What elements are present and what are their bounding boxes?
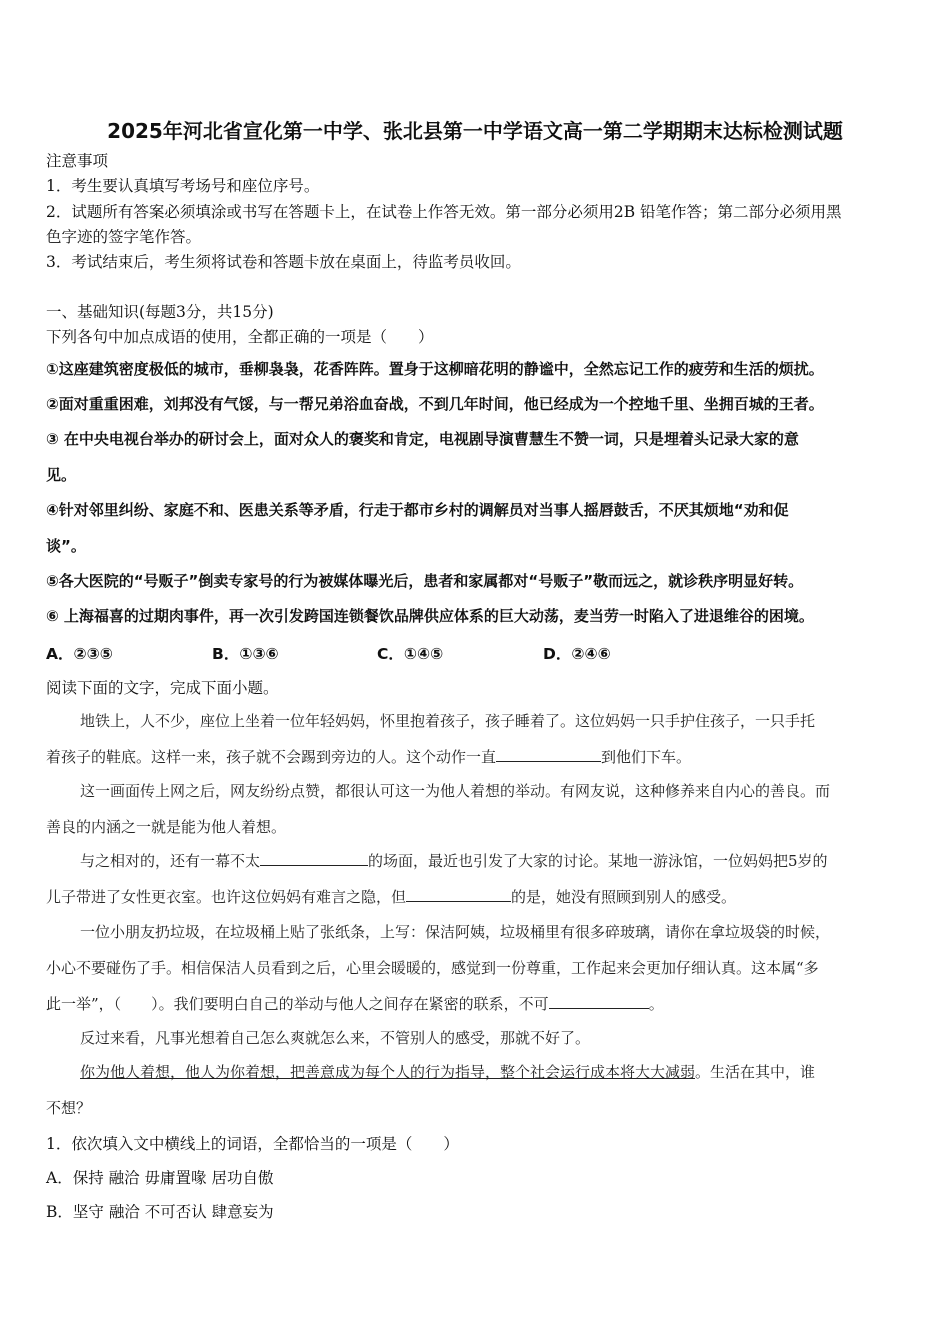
notice-item-2a: 2．试题所有答案必须填涂或书写在答题卡上，在试卷上作答无效。第一部分必须用2B 铅笔作答；第二部分必须用黑: [46, 203, 842, 221]
question-stem: 下列各句中加点成语的使用，全都正确的一项是（ ）: [46, 328, 434, 346]
fill-blank-3[interactable]: [406, 887, 511, 902]
passage-text: 的是，她没有照顾到别人的感受。: [511, 888, 737, 906]
fill-blank-2[interactable]: [260, 851, 368, 866]
passage-text: 着孩子的鞋底。这样一来，孩子就不会踢到旁边的人。这个动作一直: [46, 748, 497, 766]
option-a: A．②③⑤: [46, 645, 113, 663]
fill-blank-4[interactable]: [549, 994, 649, 1009]
q1-option-b: B．坚守 融洽 不可否认 肆意妄为: [46, 1203, 274, 1221]
passage-p4a: 一位小朋友扔垃圾，在垃圾桶上贴了张纸条，上写：保洁阿姨，垃圾桶里有很多碎玻璃，请你在拿垃圾袋的时候，: [80, 923, 831, 941]
notice-item-2b: 色字迹的签字笔作答。: [46, 228, 202, 246]
option-c: C．①④⑤: [377, 645, 444, 663]
sentence-4a: ④针对邻里纠纷、家庭不和、医患关系等矛盾，行走于都市乡村的调解员对当事人摇唇鼓舌，不厌其烦地“劝和促: [46, 501, 789, 519]
q1-option-a: A．保持 融洽 毋庸置喙 居功自傲: [46, 1169, 274, 1187]
passage-text: 的场面，最近也引发了大家的讨论。某地一游泳馆，一位妈妈把5岁的: [368, 852, 828, 870]
notice-heading: 注意事项: [46, 152, 109, 170]
sentence-2: ②面对重重困难，刘邦没有气馁，与一帮兄弟浴血奋战，不到几年时间，他已经成为一个控地千里、坐拥百城的王者。: [46, 395, 824, 413]
reading-intro: 阅读下面的文字，完成下面小题。: [46, 679, 279, 697]
sentence-5: ⑤各大医院的“号贩子”倒卖专家号的行为被媒体曝光后，患者和家属都对“号贩子”敬而远之，就诊秩序明显好转。: [46, 572, 804, 590]
sentence-3b: 见。: [46, 466, 77, 484]
passage-p5: 反过来看，凡事光想着自己怎么爽就怎么来，不管别人的感受，那就不好了。: [80, 1029, 591, 1047]
sentence-3a: ③ 在中央电视台举办的研讨会上，面对众人的褒奖和肯定，电视剧导演曹慧生不赞一词，只是埋着头记录大家的意: [46, 430, 799, 448]
passage-text: 。: [648, 995, 664, 1013]
passage-text: 。生活在其中，谁: [695, 1063, 816, 1081]
option-b: B．①③⑥: [212, 645, 279, 663]
passage-p3b: [46, 887, 736, 907]
underlined-sentence: 你为他人着想，他人为你着想，把善意成为每个人的行为指导，整个社会运行成本将大大减弱: [80, 1063, 696, 1081]
passage-p1b: [46, 747, 691, 767]
passage-text: 到他们下车。: [601, 748, 692, 766]
passage-p2a: 这一画面传上网之后，网友纷纷点赞，都很认可这一为他人着想的举动。有网友说，这种修养来自内心的善良。而: [80, 782, 831, 800]
passage-text: 儿子带进了女性更衣室。也许这位妈妈有难言之隐，但: [46, 888, 407, 906]
passage-p2b: 善良的内涵之一就是能为他人着想。: [46, 818, 287, 836]
passage-p6a: [80, 1062, 815, 1082]
exam-title: 2025年河北省宣化第一中学、张北县第一中学语文高一第二学期期末达标检测试题: [107, 119, 843, 143]
notice-item-1: 1．考生要认真填写考场号和座位序号。: [46, 177, 320, 195]
option-d: D．②④⑥: [543, 645, 611, 663]
section-heading: 一、基础知识(每题3分，共15分): [46, 303, 274, 321]
passage-p6b: 不想？: [46, 1099, 92, 1117]
passage-p4c: [46, 994, 664, 1014]
passage-text: 与之相对的，还有一幕不太: [80, 852, 261, 870]
passage-p1a: 地铁上，人不少，座位上坐着一位年轻妈妈，怀里抱着孩子，孩子睡着了。这位妈妈一只手护住孩子，一只手托: [80, 712, 816, 730]
q1-stem: 1．依次填入文中横线上的词语，全都恰当的一项是（ ）: [46, 1135, 459, 1153]
passage-p4b: 小心不要碰伤了手。相信保洁人员看到之后，心里会暖暖的，感觉到一份尊重，工作起来会更加仔细认真。这本属“多: [46, 959, 819, 977]
sentence-4b: 谈”。: [46, 537, 86, 555]
notice-item-3: 3．考试结束后，考生须将试卷和答题卡放在桌面上，待监考员收回。: [46, 253, 521, 271]
passage-p3a: [80, 851, 828, 871]
sentence-1: ①这座建筑密度极低的城市，垂柳袅袅，花香阵阵。置身于这柳暗花明的静谧中，全然忘记工作的疲劳和生活的烦扰。: [46, 360, 824, 378]
sentence-6: ⑥ 上海福喜的过期肉事件，再一次引发跨国连锁餐饮品牌供应体系的巨大动荡，麦当劳一时陷入了进退维谷的困境。: [46, 607, 814, 625]
fill-blank-1[interactable]: [496, 747, 601, 762]
passage-text: 此一举”，（ ）。我们要明白自己的举动与他人之间存在紧密的联系，不可: [46, 995, 549, 1013]
